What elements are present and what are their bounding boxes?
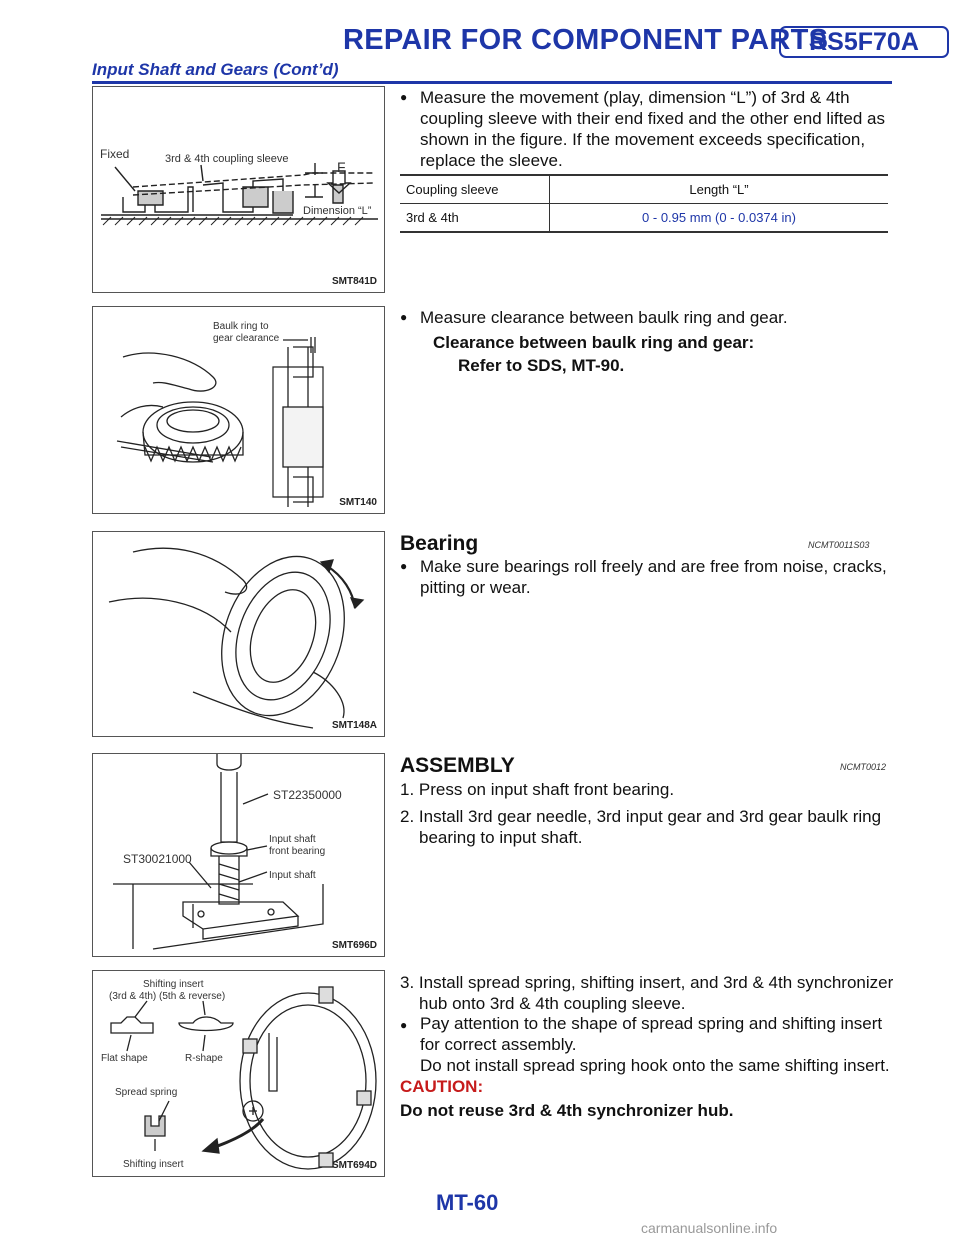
- table-header-cell: Coupling sleeve: [400, 175, 550, 204]
- assembly-step-2-line1: 2. Install 3rd gear needle, 3rd input gear and 3rd gear baulk ring: [400, 807, 882, 826]
- assembly-ref-code: NCMT0012: [840, 762, 887, 772]
- table-row: [400, 204, 888, 233]
- clearance-spec-ref: Refer to SDS, MT-90.: [458, 356, 625, 375]
- page-header-title: REPAIR FOR COMPONENT PARTS: [343, 24, 829, 56]
- label-force: F: [337, 159, 346, 175]
- label-shifting-insert: Shifting insert: [123, 1159, 184, 1170]
- label-dimension: Dimension “L”: [303, 205, 372, 217]
- page-subtitle: Input Shaft and Gears (Cont’d): [92, 60, 339, 79]
- figure-id: SMT694D: [331, 1160, 377, 1171]
- assembly-note-line2: for correct assembly.: [420, 1035, 577, 1054]
- baulk-ring-instruction: [400, 307, 895, 328]
- watermark: carmanualsonline.info: [641, 1220, 778, 1236]
- table-cell-spec-value: 0 - 0.95 mm (0 - 0.0374 in): [550, 204, 889, 233]
- label-front-bearing-2: front bearing: [269, 846, 326, 857]
- assembly-note-line3: Do not install spread spring hook onto the same shifting insert.: [420, 1056, 890, 1075]
- assembly-step-2-line2: bearing to input shaft.: [419, 828, 583, 847]
- table-header-row: [400, 175, 888, 204]
- bearing-ref-code: NCMT0011S03: [808, 540, 870, 550]
- label-clearance-1: Baulk ring to: [213, 321, 269, 332]
- bullet-marker: ●: [400, 559, 408, 573]
- bearing-heading: Bearing: [400, 532, 479, 555]
- table-cell: 3rd & 4th: [400, 204, 550, 233]
- assembly-note-line1: Pay attention to the shape of spread spring and shifting insert: [420, 1014, 883, 1033]
- instruction-text: Measure the movement (play, dimension “L”) of 3rd & 4th coupling sleeve with their end fixed and the other end lifted as shown in the figure. If the movement exceeds specification, replace the sleeve.: [420, 88, 885, 170]
- assembly-step-3-line2: hub onto 3rd & 4th coupling sleeve.: [419, 994, 686, 1013]
- figure-smt694d: [92, 970, 385, 1177]
- label-fixed: Fixed: [100, 147, 130, 161]
- figure-smt841d: [92, 86, 385, 293]
- caution-label: CAUTION:: [400, 1077, 484, 1096]
- bullet-marker: ●: [400, 1018, 408, 1032]
- instruction-text: Make sure bearings roll freely and are free from noise, cracks, pitting or wear.: [420, 557, 887, 597]
- bullet-marker: ●: [400, 90, 408, 104]
- label-r-shape: R-shape: [185, 1053, 223, 1064]
- instruction-text: Measure clearance between baulk ring and gear.: [420, 308, 788, 327]
- figure-id: SMT140: [339, 497, 377, 508]
- assembly-step-3-line1: 3. Install spread spring, shifting insert, and 3rd & 4th synchronizer: [400, 973, 894, 992]
- bearing-check-diagram: [93, 532, 384, 736]
- label-input-shaft: Input shaft: [269, 870, 316, 881]
- table-header-cell: Length “L”: [550, 175, 889, 204]
- bullet-marker: ●: [400, 310, 408, 324]
- caution-text: Do not reuse 3rd & 4th synchronizer hub.: [400, 1101, 734, 1120]
- label-front-bearing-1: Input shaft: [269, 834, 316, 845]
- model-code-badge: RS5F70A: [779, 26, 949, 58]
- assembly-heading: ASSEMBLY: [400, 754, 515, 777]
- bearing-instruction: [400, 556, 895, 598]
- header-rule: [92, 81, 892, 84]
- assembly-step-1: 1. Press on input shaft front bearing.: [400, 780, 675, 799]
- spec-table: [400, 174, 888, 233]
- figure-id: SMT148A: [331, 720, 377, 731]
- figure-smt140: [92, 306, 385, 514]
- figure-smt696d: [92, 753, 385, 957]
- label-shifting-insert-1: Shifting insert: [143, 979, 204, 990]
- figure-id: SMT696D: [331, 940, 377, 951]
- label-shifting-insert-2: (3rd & 4th) (5th & reverse): [109, 991, 226, 1002]
- label-clearance-2: gear clearance: [213, 333, 280, 344]
- label-tool-st30021000: ST30021000: [123, 852, 192, 866]
- label-tool-st22350000: ST22350000: [273, 788, 342, 802]
- label-coupling-sleeve: 3rd & 4th coupling sleeve: [165, 153, 289, 165]
- figure-smt148a: [92, 531, 385, 737]
- clearance-spec-label: Clearance between baulk ring and gear:: [433, 333, 755, 352]
- page-number: MT-60: [436, 1190, 499, 1215]
- coupling-sleeve-diagram: [93, 87, 384, 292]
- figure-id: SMT841D: [331, 276, 377, 287]
- label-flat-shape: Flat shape: [101, 1053, 148, 1064]
- sleeve-measure-instruction: [400, 87, 895, 171]
- label-spread-spring: Spread spring: [115, 1087, 178, 1098]
